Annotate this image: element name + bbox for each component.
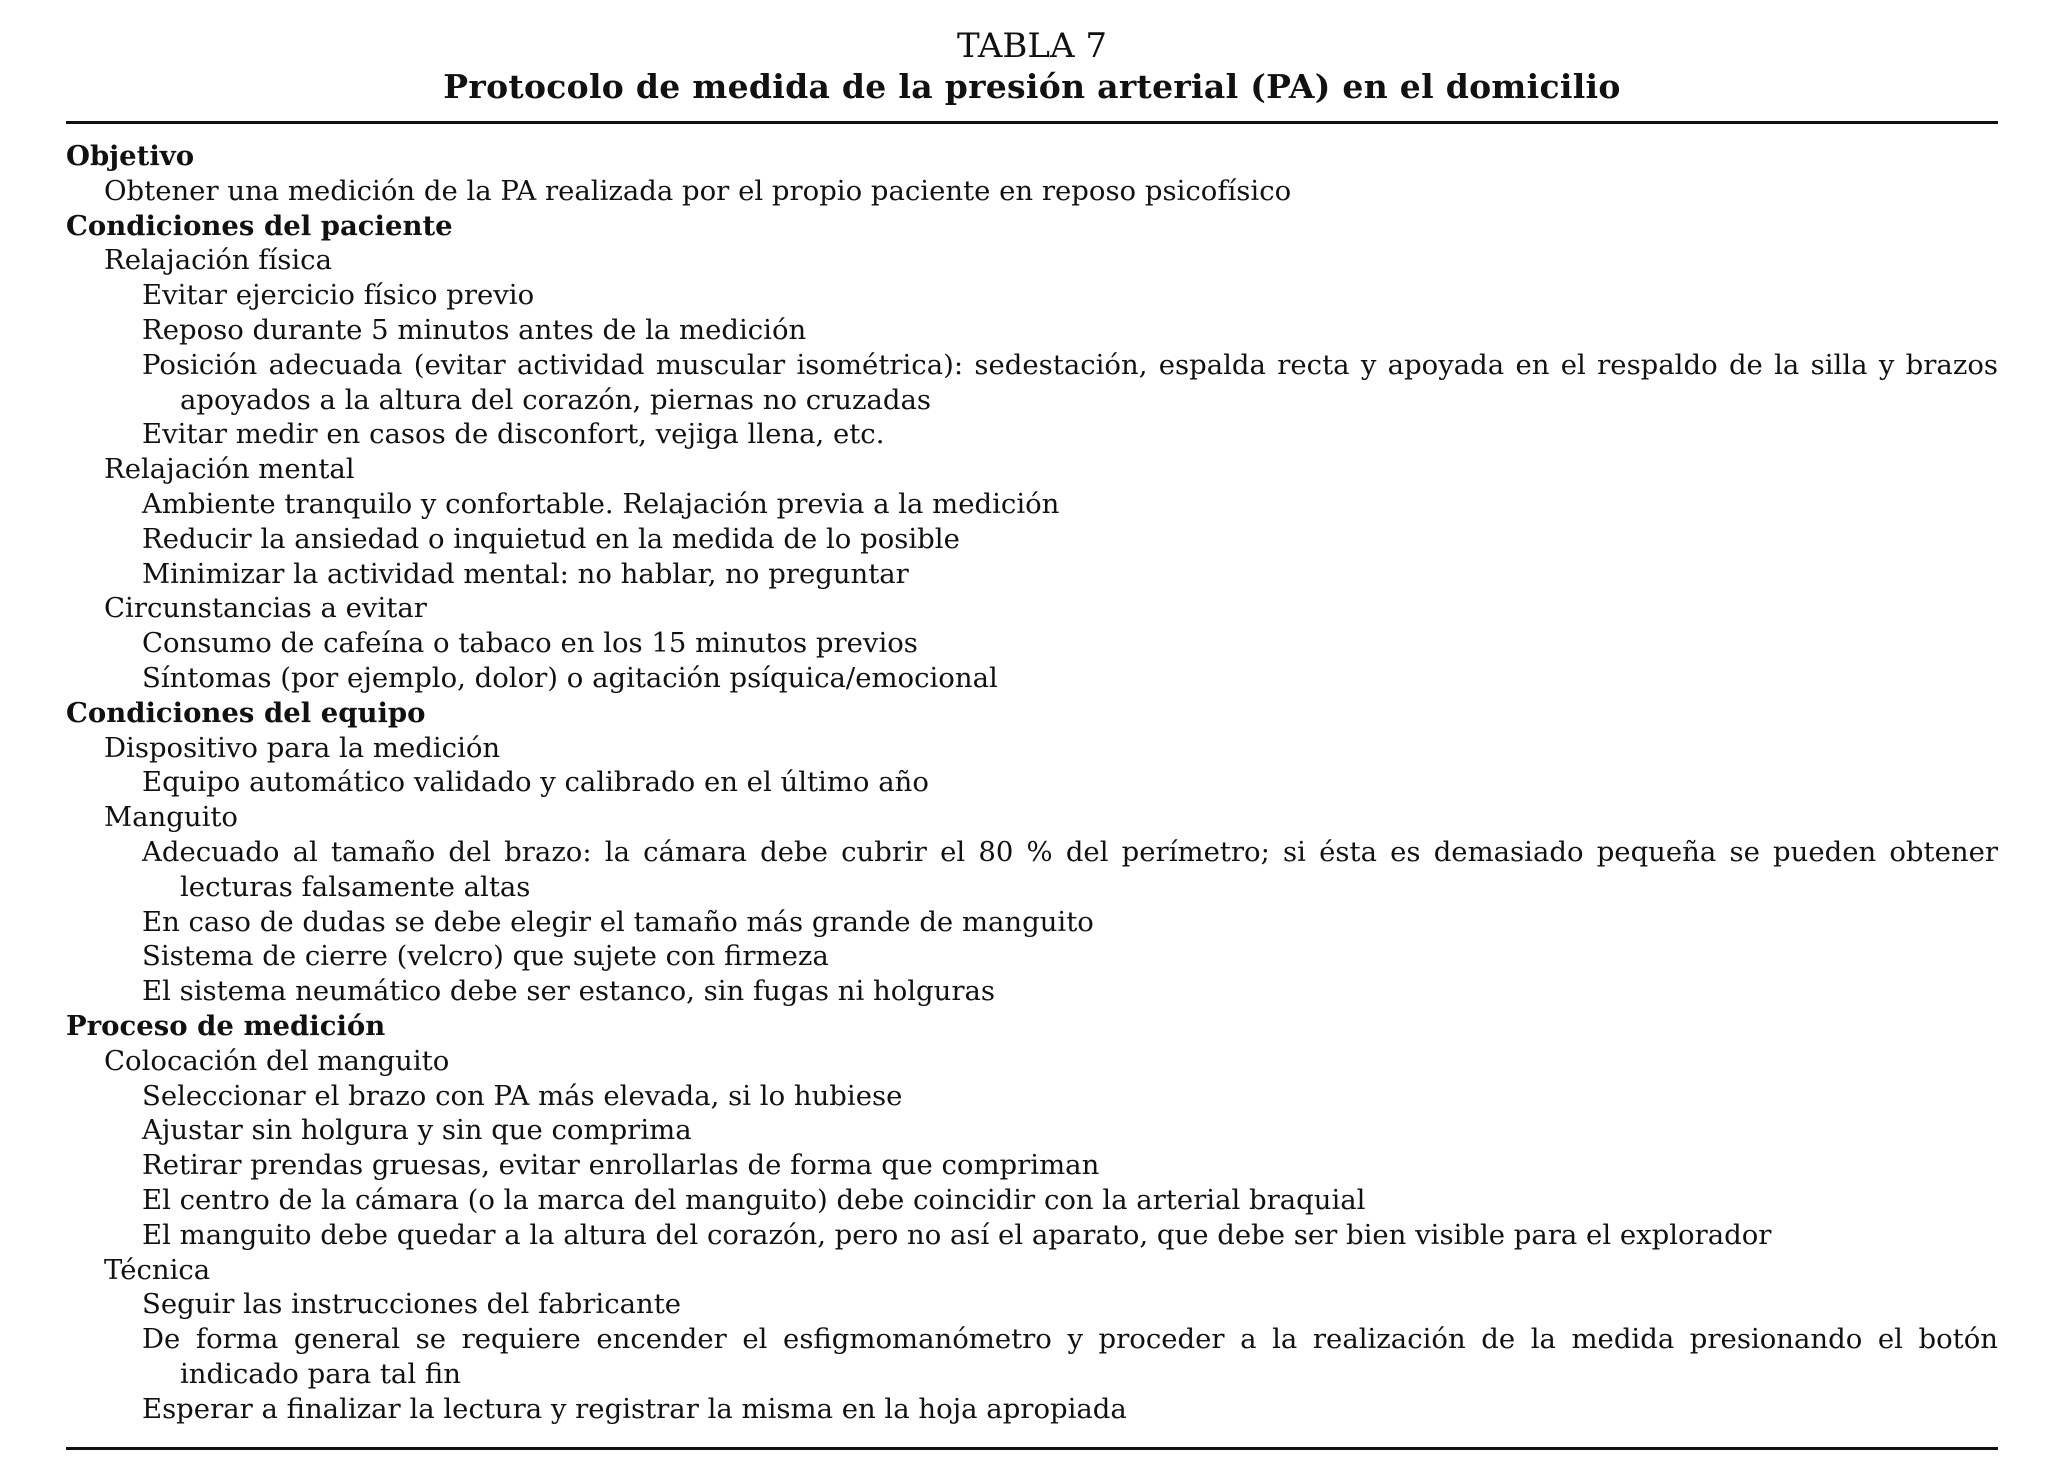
group-label-circumstances-to-avoid: Circunstancias a evitar (104, 592, 427, 625)
table-number: TABLA 7 (957, 26, 1107, 66)
list-item: Seleccionar el brazo con PA más elevada, si lo hubiese (142, 1079, 903, 1112)
table-header (66, 26, 1998, 108)
group-label-cuff-placement: Colocación del manguito (104, 1044, 450, 1077)
list-item: Síntomas (por ejemplo, dolor) o agitación psíquica/emocional (142, 661, 998, 694)
group-label-physical-relaxation: Relajación física (104, 244, 332, 277)
list-item: Adecuado al tamaño del brazo: la cámara debe cubrir el 80 % del perímetro; si ésta es demasiado pequeña se pueden obtener lecturas falsamente altas (142, 835, 1998, 903)
table-body (66, 139, 1998, 1426)
list-item: Reducir la ansiedad o inquietud en la medida de lo posible (142, 522, 960, 555)
objective-text: Obtener una medición de la PA realizada por el propio paciente en reposo psicofísico (104, 174, 1292, 207)
section-title-patient-conditions: Condiciones del paciente (66, 209, 453, 242)
table-title: Protocolo de medida de la presión arterial (PA) en el domicilio (443, 67, 1621, 106)
list-item: Retirar prendas gruesas, evitar enrollarlas de forma que compriman (142, 1149, 1100, 1182)
list-item: Posición adecuada (evitar actividad muscular isométrica): sedestación, espalda recta y apoyada en el respaldo de la silla y brazos apoyados a la altura del corazón, piernas no cruzadas (142, 348, 1998, 416)
section-title-measurement-process: Proceso de medición (66, 1009, 386, 1042)
section-title-objetivo: Objetivo (66, 140, 195, 172)
list-item: Evitar medir en casos de disconfort, vejiga llena, etc. (142, 418, 885, 451)
group-label-mental-relaxation: Relajación mental (104, 453, 355, 486)
group-label-cuff: Manguito (104, 801, 238, 834)
group-label-technique: Técnica (104, 1253, 211, 1286)
top-rule (66, 121, 1998, 124)
section-title-equipment-conditions: Condiciones del equipo (66, 696, 426, 729)
list-item: Minimizar la actividad mental: no hablar, no preguntar (142, 557, 909, 590)
list-item: El manguito debe quedar a la altura del corazón, pero no así el aparato, que debe ser bien visible para el explorador (142, 1218, 1772, 1251)
list-item: Seguir las instrucciones del fabricante (142, 1288, 682, 1321)
list-item: Ambiente tranquilo y confortable. Relajación previa a la medición (142, 487, 1060, 520)
list-item: Consumo de cafeína o tabaco en los 15 minutos previos (142, 627, 918, 660)
list-item: Reposo durante 5 minutos antes de la medición (142, 313, 807, 346)
list-item: El centro de la cámara (o la marca del manguito) debe coincidir con la arterial braquial (142, 1183, 1366, 1216)
list-item: Sistema de cierre (velcro) que sujete con firmeza (142, 940, 829, 973)
list-item: Evitar ejercicio físico previo (142, 279, 535, 312)
list-item: En caso de dudas se debe elegir el tamaño más grande de manguito (142, 905, 1094, 938)
list-item: De forma general se requiere encender el esfigmomanómetro y proceder a la realización de la medida presionando el botón indicado para tal fin (142, 1323, 1998, 1390)
list-item: Ajustar sin holgura y sin que comprima (142, 1114, 692, 1147)
list-item: Esperar a finalizar la lectura y registrar la misma en la hoja apropiada (142, 1392, 1127, 1425)
list-item: Equipo automático validado y calibrado en el último año (142, 766, 929, 799)
bottom-rule (66, 1447, 1998, 1450)
list-item: El sistema neumático debe ser estanco, sin fugas ni holguras (142, 975, 996, 1008)
group-label-measurement-device: Dispositivo para la medición (104, 731, 501, 764)
